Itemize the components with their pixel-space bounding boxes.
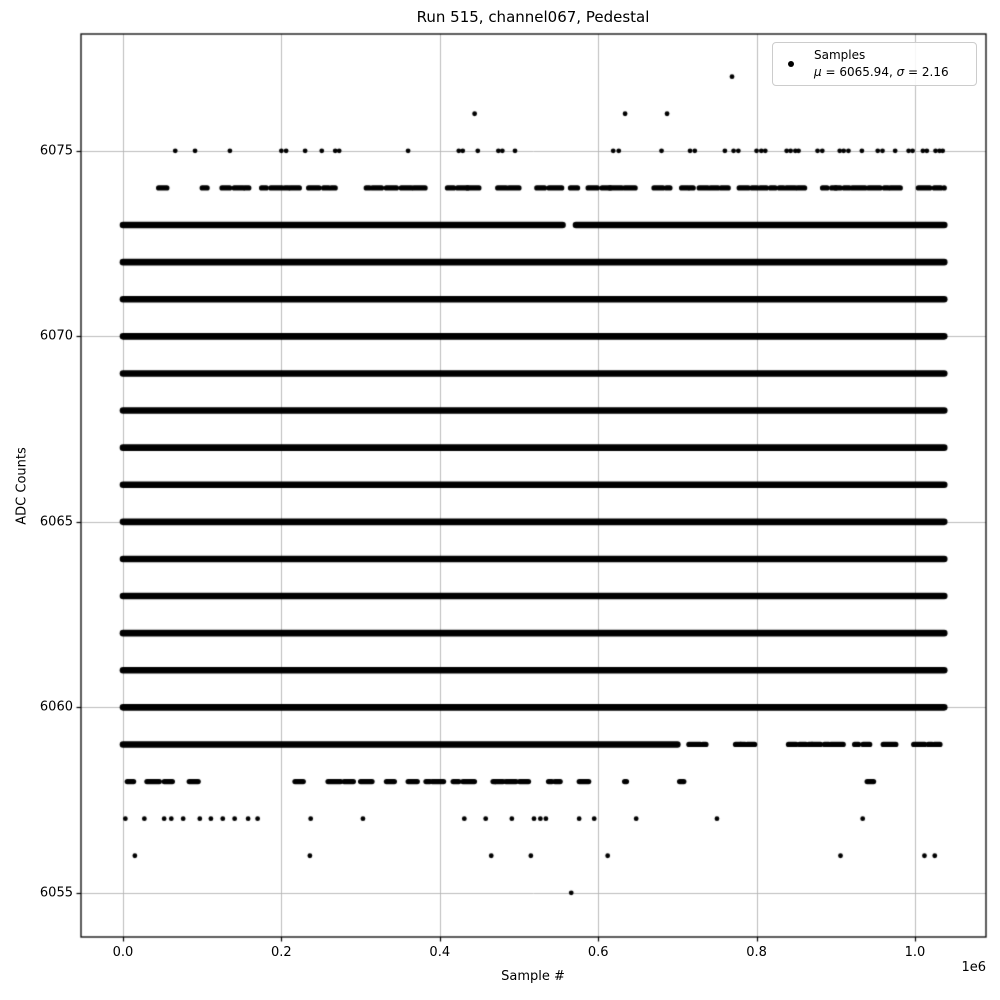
legend [772, 42, 977, 86]
x-tick-label: 0.4 [429, 945, 451, 960]
y-tick-label: 6065 [39, 514, 73, 530]
mu-symbol: μ [814, 65, 822, 79]
sigma-value: = 2.16 [904, 65, 949, 79]
sigma-symbol: σ [896, 65, 905, 79]
y-tick-label: 6060 [39, 699, 73, 715]
x-axis-label: Sample # [501, 969, 565, 984]
chart-title: Run 515, channel067, Pedestal [416, 8, 650, 26]
mu-value: = 6065.94, [821, 65, 897, 79]
y-tick-label: 6055 [39, 885, 73, 901]
x-tick-label: 0.0 [112, 945, 134, 960]
x-tick-label: 1.0 [904, 945, 926, 960]
x-tick-label: 0.6 [587, 945, 609, 960]
legend-stats [814, 64, 949, 81]
y-axis-label: ADC Counts [14, 447, 30, 525]
y-tick-label: 6070 [39, 328, 73, 344]
x-tick-label: 0.8 [746, 945, 767, 960]
x-tick-label: 0.2 [271, 945, 292, 960]
x-axis-offset-label: 1e6 [961, 960, 986, 975]
legend-series-label: Samples [814, 47, 866, 62]
y-tick-label: 6075 [39, 143, 73, 159]
scatter-marker-icon [788, 61, 794, 67]
